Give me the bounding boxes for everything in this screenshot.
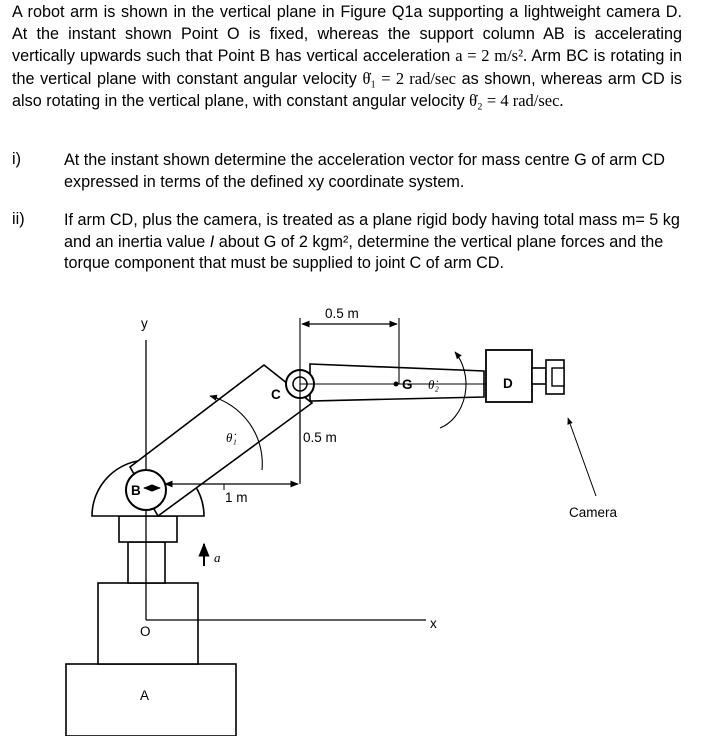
theta1-expression: θ̇₁ = 2 rad/sec (362, 68, 456, 88)
dim-bottom-label: 1 m (225, 490, 248, 505)
theta1-label: θ̇₁ (226, 430, 237, 445)
part-i-text: At the instant shown determine the acceleration vector for mass centre G of arm CD expressed in terms of the defined xy coordinate system. (64, 151, 666, 191)
joint-b-label: B (131, 483, 141, 498)
point-a-label: A (140, 688, 150, 703)
part-ii-text-2: about G of 2 kgm², determine the vertical plane forces and the torque component that must be supplied to joint C of arm CD. (64, 232, 664, 272)
camera-d-label: D (503, 376, 513, 391)
base-block (66, 664, 236, 736)
g-label: G (402, 377, 413, 392)
mass-centre-g (394, 382, 399, 387)
joint-c-label: C (271, 387, 281, 402)
y-axis-label: y (141, 316, 148, 331)
x-axis-label: x (430, 616, 437, 631)
intro-text-3: as shown, whereas arm CD is also rotating in the vertical plane, with constant angular velocity (12, 69, 683, 111)
camera-neck (532, 368, 546, 384)
part-ii-number: ii) (12, 210, 25, 228)
accel-expression: a = 2 m/s². (455, 46, 528, 66)
theta2-expression: θ̇₂ = 4 rad/sec. (469, 91, 564, 111)
dim-top-label: 0.5 m (325, 306, 359, 321)
intro-text-2: Arm BC is rotating in the vertical plane with constant angular velocity (12, 47, 683, 88)
part-ii-text-1: If arm CD, plus the camera, is treated as a plane rigid body having total mass m= 5 kg and an inertia value (64, 211, 680, 251)
column-collar (119, 516, 177, 542)
point-o-label: O (140, 624, 151, 639)
intro-text-1: A robot arm is shown in the vertical plane in Figure Q1a supporting a lightweight camera D. At the instant shown Point O is fixed, whereas the support column AB is accelerating vertically upwards such that Point B has vertical acceleration (12, 3, 682, 66)
accel-label: a (214, 550, 221, 565)
camera-label: Camera (569, 505, 618, 520)
inertia-symbol: I (209, 232, 215, 251)
dim-mid-label: 0.5 m (303, 430, 337, 445)
theta2-label: θ̇₂ (428, 377, 439, 392)
part-i-number: i) (12, 150, 21, 168)
camera-leader (568, 418, 596, 496)
